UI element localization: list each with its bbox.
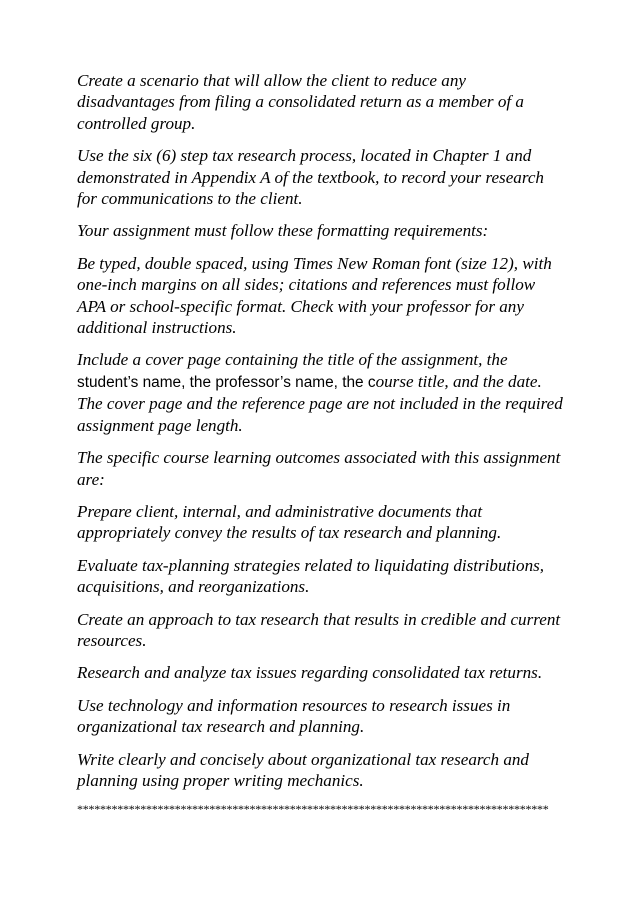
cover-page-text-mixed-font: student’s name, the professor’s name, the c	[77, 373, 376, 391]
outcome-item: Create an approach to tax research that results in credible and current resources.	[77, 609, 561, 650]
cover-page-text-end: ourse title, and the date. The cover page and the reference page are not included in the required assignment page length.	[77, 371, 563, 435]
paragraph-cover-page	[77, 349, 567, 436]
asterisk-divider: **********************************************************************************	[77, 802, 549, 817]
outcome-item: Prepare client, internal, and administrative documents that appropriately convey the results of tax research and planning.	[77, 501, 502, 543]
outcome-item: Write clearly and concisely about organizational tax research and planning using proper writing mechanics.	[77, 749, 529, 790]
paragraph-formatting-intro: Your assignment must follow these formatting requirements:	[77, 221, 489, 241]
outcome-item: Use technology and information resources to research issues in organizational tax research and planning.	[77, 695, 511, 737]
paragraph-scenario: Create a scenario that will allow the client to reduce any disadvantages from filing a consolidated return as a member of a controlled group.	[77, 71, 524, 133]
paragraph-outcomes-intro: The specific course learning outcomes associated with this assignment are:	[77, 448, 561, 489]
document-page	[77, 70, 567, 816]
outcome-item: Research and analyze tax issues regarding consolidated tax returns.	[77, 663, 543, 683]
paragraph-research-process: Use the six (6) step tax research process, located in Chapter 1 and demonstrated in Appendix A of the textbook, to record your research for communications to the client.	[77, 146, 544, 209]
outcome-item: Evaluate tax-planning strategies related to liquidating distributions, acquisitions, and reorganizations.	[77, 555, 545, 597]
paragraph-formatting-requirements: Be typed, double spaced, using Times New Roman font (size 12), with one-inch margins on all sides; citations and references must follow APA or school-specific format. Check with your professor for any additional instructions.	[77, 253, 552, 338]
cover-page-text-start: Include a cover page containing the title of the assignment, the	[77, 350, 508, 370]
